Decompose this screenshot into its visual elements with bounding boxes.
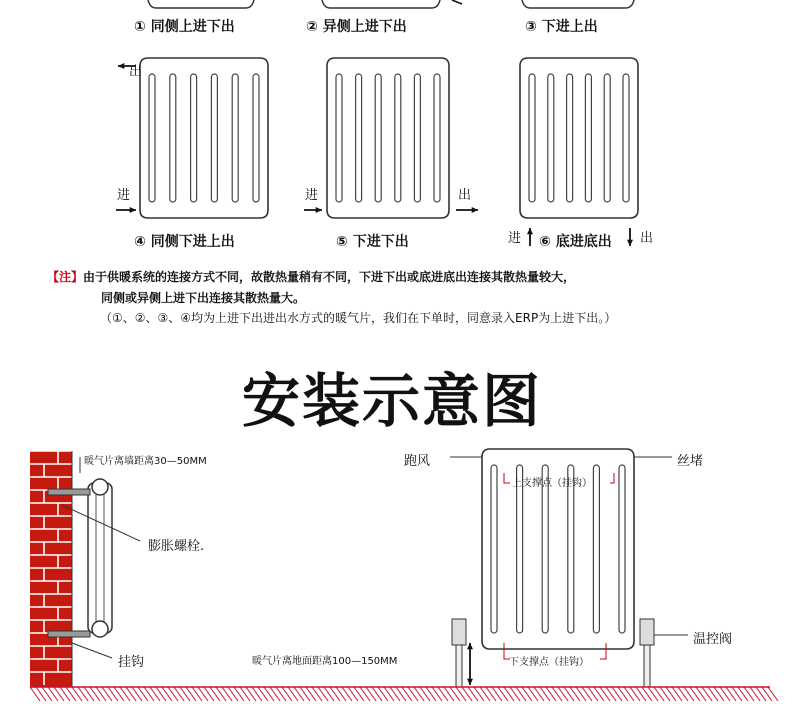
plug-label: 丝堵	[677, 454, 704, 469]
out-arrow-6	[627, 228, 633, 246]
note-tag: 【注】	[47, 270, 84, 284]
wall-distance-label: 暖气片离墙距离30—50MM	[84, 456, 207, 467]
radiator-fin	[604, 74, 610, 202]
hook-label: 挂钩	[118, 655, 145, 670]
radiator-fin	[191, 74, 197, 202]
radiator-fin	[568, 465, 574, 633]
in-label-6: 进	[508, 231, 522, 246]
hook-leader	[72, 643, 112, 658]
radiator-fin	[593, 465, 599, 633]
radiator-fin	[414, 74, 420, 202]
in-arrow-4	[116, 207, 136, 213]
out-label-4: 出	[126, 64, 141, 77]
radiator-fin	[356, 74, 362, 202]
radiator-fin	[548, 74, 554, 202]
radiator-fin	[336, 74, 342, 202]
expansion-bolt-bottom	[48, 631, 90, 637]
radiator-fin	[517, 465, 523, 633]
radiator-fin	[491, 465, 497, 633]
note-line-1	[47, 268, 575, 285]
radiator-fin	[434, 74, 440, 202]
upper-support-label: 上支撑点（挂钩）	[512, 478, 592, 489]
floor	[30, 687, 778, 701]
radiator-fin	[542, 465, 548, 633]
caption-4: ④ 同侧下进上出	[134, 234, 235, 250]
out-arrow-5	[456, 207, 478, 213]
note-line-3: （①、②、③、④均为上进下出进出水方式的暖气片，我们在下单时，同意录入ERP为上进下出。）	[100, 311, 617, 325]
in-label-5: 进	[305, 188, 319, 203]
radiator-fin	[232, 74, 238, 202]
air-vent-label: 跑风	[404, 454, 431, 469]
radiator-fin	[567, 74, 573, 202]
caption-6: ⑥ 底进底出	[539, 234, 612, 250]
expansion-bolt-top	[48, 489, 90, 495]
in-label-4: 进	[117, 188, 131, 203]
radiator-fin	[149, 74, 155, 202]
radiator-fin	[211, 74, 217, 202]
floor-distance-arrow-down	[467, 663, 473, 685]
radiator-fin	[623, 74, 629, 202]
radiator-fin	[375, 74, 381, 202]
top-radiator-bottoms	[0, 0, 800, 12]
floor-distance-arrow-up	[467, 643, 473, 663]
note-text-1: 由于供暖系统的连接方式不同，故散热量稍有不同，下进下出或底进底出连接其散热量较大，	[83, 270, 576, 284]
radiator-4	[140, 58, 268, 218]
radiator-6	[520, 58, 638, 218]
floor-distance-label: 暖气片离地面距离100—150MM	[252, 656, 398, 667]
radiator-fin	[529, 74, 535, 202]
in-arrow-6	[527, 228, 533, 246]
note-line-2: 同侧或异侧上进下出连接其散热量大。	[101, 291, 306, 305]
brick-wall	[30, 451, 72, 687]
caption-3: ③ 下进上出	[525, 19, 598, 35]
out-label-6: 出	[640, 231, 654, 246]
radiator-body	[140, 58, 268, 218]
expansion-bolt-label: 膨胀螺栓.	[148, 539, 205, 554]
radiator-body	[520, 58, 638, 218]
lower-support-label: 下支撑点（挂钩）	[509, 657, 589, 668]
radiator-fin	[619, 465, 625, 633]
radiator-fin	[395, 74, 401, 202]
caption-2: ② 异侧上进下出	[306, 19, 407, 35]
in-arrow-5	[304, 207, 322, 213]
radiator-fin	[253, 74, 259, 202]
radiator-body	[327, 58, 449, 218]
install-title: 安装示意图	[242, 367, 543, 435]
out-label-5: 出	[458, 188, 472, 203]
caption-5: ⑤ 下进下出	[336, 234, 409, 250]
caption-1: ① 同侧上进下出	[134, 19, 235, 35]
radiator-5	[327, 58, 449, 218]
radiator-fin	[585, 74, 591, 202]
installation-diagram	[0, 433, 800, 723]
thermo-valve-label: 温控阀	[693, 632, 733, 647]
radiator-fin	[170, 74, 176, 202]
